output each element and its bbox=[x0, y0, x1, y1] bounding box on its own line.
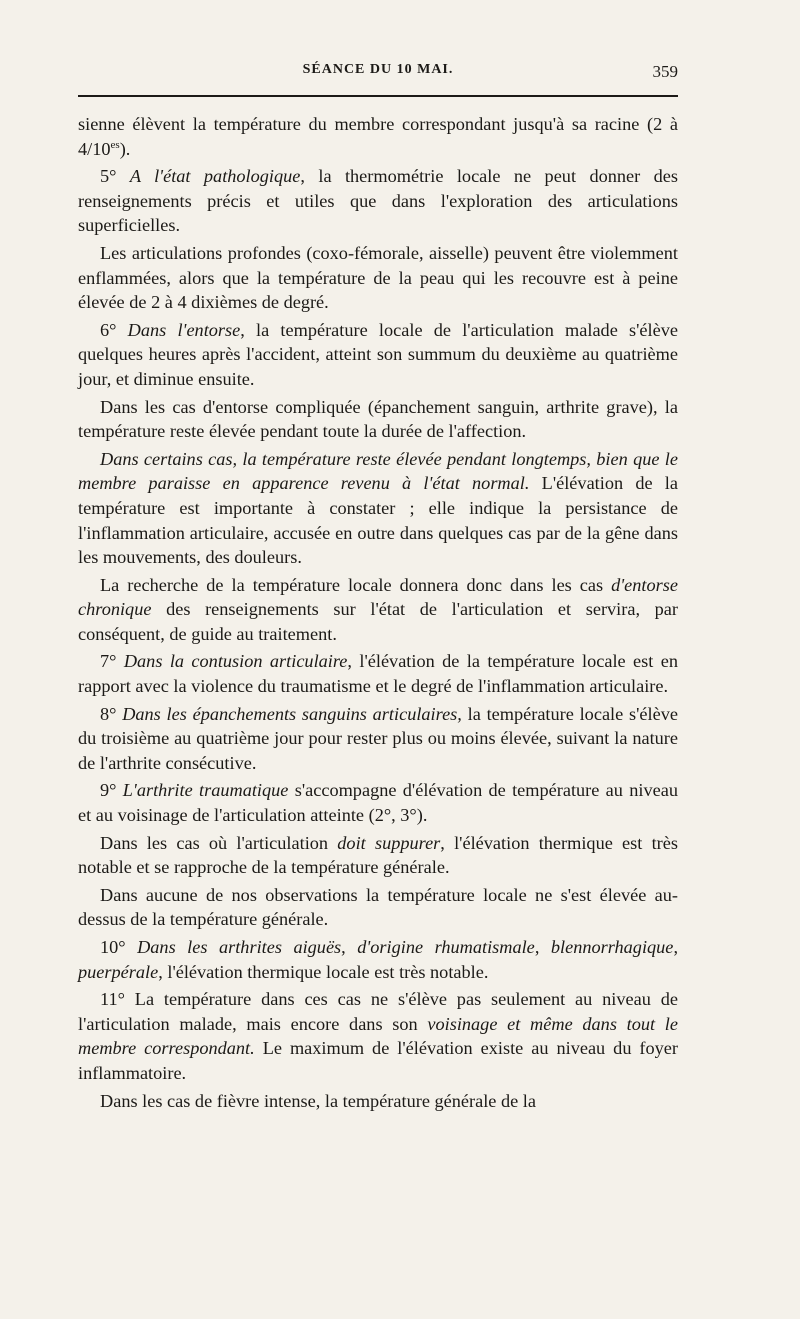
paragraph bbox=[78, 573, 678, 647]
text-run: sienne élèvent la température du membre correspondant jusqu'à sa racine (2 à 4/10 bbox=[78, 114, 678, 159]
italic-text: Dans les épanchements sanguins articulaires, bbox=[122, 703, 462, 724]
italic-text: A l'état pathologique bbox=[129, 166, 301, 187]
text-run: , l'élévation de la température locale est en rapport avec la violence du traumatisme et le degré de l'inflammation articulaire. bbox=[78, 651, 678, 697]
header-title: SÉANCE DU 10 MAI. bbox=[302, 62, 454, 77]
paragraph bbox=[78, 447, 678, 570]
text-run: , l'élévation thermique locale est très notable. bbox=[158, 961, 489, 982]
paragraph bbox=[78, 241, 678, 315]
paragraph bbox=[78, 164, 678, 238]
italic-text: Dans la contusion articulaire bbox=[123, 651, 348, 672]
italic-text: puerpérale bbox=[78, 961, 159, 982]
text-run: Dans aucune de nos observations la température locale ne s'est élevée au-dessus de la température générale. bbox=[78, 884, 678, 930]
text-run: ). bbox=[119, 138, 131, 159]
text-run: , bbox=[673, 937, 679, 957]
text-run: L'élévation de la température est importante à constater ; elle indique la persistance de l'inflammation articulaire, accusée en outre dans quelques cas par de la gêne dans les mouvements, des douleurs. bbox=[78, 473, 679, 568]
italic-text: voisinage et même dans tout le membre correspondant. bbox=[78, 1013, 678, 1059]
text-run: La recherche de la température locale donnera donc dans les cas bbox=[100, 574, 612, 595]
italic-text: doit suppurer bbox=[337, 832, 441, 853]
body-text bbox=[78, 112, 678, 1113]
text-run: Les articulations profondes (coxo-fémorale, aisselle) peuvent être violemment enflammées, alors que la température de la peau qui les recouvre est à peine élevée de 2 à 4 dixièmes de degré. bbox=[78, 242, 678, 313]
paragraph bbox=[78, 935, 678, 984]
text-run: s'accompagne d'élévation de température au niveau et au voisinage de l'articulation atteinte (2°, 3°). bbox=[78, 780, 678, 826]
text-run: Dans les cas d'entorse compliquée (épanchement sanguin, arthrite grave), la température reste élevée pendant toute la durée de l'affection. bbox=[78, 396, 678, 442]
text-run: 11° La température dans ces cas ne s'élève pas seulement au niveau de l'articulation malade, mais encore dans son bbox=[78, 989, 678, 1034]
text-run: 10° bbox=[100, 937, 138, 957]
text-run: Dans les cas de fièvre intense, la température générale de la bbox=[100, 1090, 536, 1111]
text-run: 7° bbox=[100, 651, 124, 672]
italic-text: d'entorse chronique bbox=[78, 574, 678, 620]
italic-text: Dans certains cas, la température reste élevée pendant longtemps, bien que le membre paraisse en apparence revenu à l'état normal. bbox=[78, 448, 678, 494]
paragraph bbox=[78, 649, 678, 698]
paragraph bbox=[78, 1089, 678, 1114]
page-number: 359 bbox=[652, 62, 678, 81]
italic-text: L'arthrite traumatique bbox=[122, 780, 289, 801]
superscript: es bbox=[110, 138, 120, 151]
text-run: , bbox=[534, 937, 551, 957]
text-run: 8° bbox=[100, 703, 123, 724]
text-run: , la thermométrie locale ne peut donner des renseignements précis et utiles que dans l'exploration des articulations superficielles. bbox=[78, 166, 678, 236]
text-run: la température locale s'élève du troisième au quatrième jour pour rester plus ou moins élevée, suivant la nature de l'arthrite consécutive. bbox=[78, 703, 678, 773]
text-run: , la température locale de l'articulation malade s'élève quelques heures après l'accident, atteint son summum du deuxième au quatrième jour, et diminue ensuite. bbox=[78, 319, 678, 389]
paragraph bbox=[78, 112, 678, 161]
paragraph bbox=[78, 831, 678, 880]
text-run: 6° bbox=[100, 319, 128, 340]
paragraph bbox=[78, 318, 678, 392]
text-run: 5° bbox=[100, 166, 130, 187]
text-run: , bbox=[341, 937, 358, 957]
text-run: des renseignements sur l'état de l'articulation et servira, par conséquent, de guide au traitement. bbox=[78, 599, 678, 644]
header-rule bbox=[78, 95, 678, 97]
paragraph bbox=[78, 883, 678, 932]
italic-text: d'origine rhumatismale bbox=[357, 937, 535, 957]
italic-text: Dans l'entorse bbox=[127, 319, 241, 340]
paragraph bbox=[78, 702, 678, 776]
text-run: Le maximum de l'élévation existe au niveau du foyer inflammatoire. bbox=[78, 1038, 679, 1083]
paragraph bbox=[78, 987, 678, 1085]
paragraph bbox=[78, 395, 678, 444]
italic-text: blennorrhagique bbox=[550, 937, 674, 957]
italic-text: Dans les arthrites aiguës bbox=[137, 937, 342, 957]
text-run: , l'élévation thermique est très notable et se rapproche de la température générale. bbox=[78, 832, 678, 878]
text-run: 9° bbox=[100, 780, 123, 801]
running-header bbox=[78, 62, 678, 88]
text-run: Dans les cas où l'articulation bbox=[100, 832, 338, 853]
paragraph bbox=[78, 778, 678, 827]
